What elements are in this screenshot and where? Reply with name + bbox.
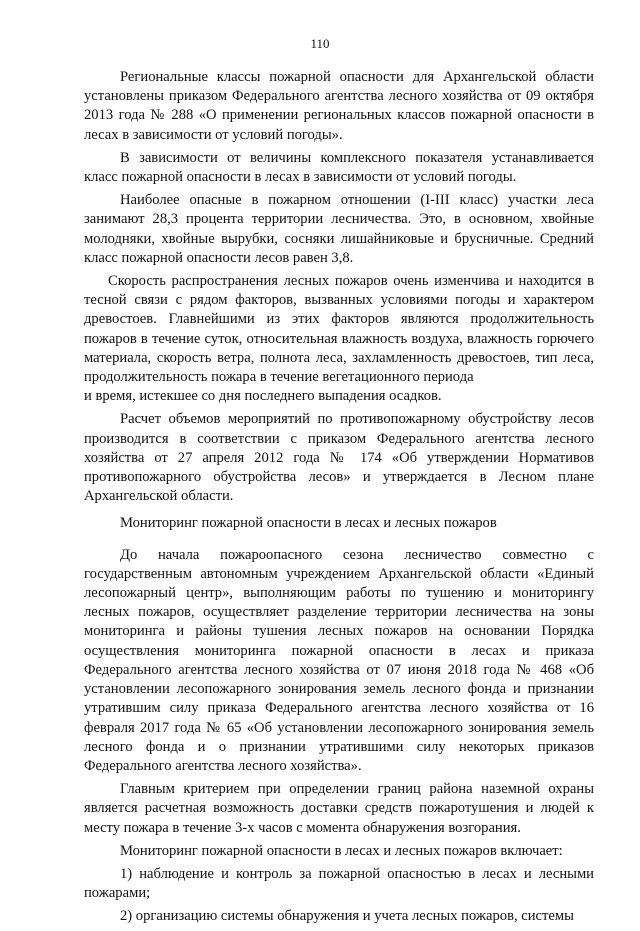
paragraph-monitoring-includes: Мониторинг пожарной опасности в лесах и лесных пожаров включает: xyxy=(120,842,563,859)
paragraph-zoning: До начала пожароопасного сезона лесничество совместно с государственным автономным учреждением Архангельской области «Единый лесопожарный центр», выполняющим работы по тушению и мониторингу лесных пожаров, осуществляет разделение территории лесничества на зоны мониторинга и районы тушения лесных пожаров на основании Порядка осуществления мониторинга пожарной опасности в лесах и приказа Федерального агентства лесного хозяйства от 07 июня 2018 года № 468 «Об установлении лесопожарного зонирования земель лесного фонда и признании утратившим силу приказа Федерального агентства лесного хозяйства от 16 февраля 2017 года № 65 «Об установлении лесопожарного зонирования земель лесного фонда и о признании утратившими силу некоторых приказов Федерального агентства лесного хозяйства». xyxy=(84,546,594,774)
paragraph-dangerous-areas: Наиболее опасные в пожарном отношении (I-III класс) участки леса занимают 28,3 процента территории лесничества. Это, в основном, хвойные молодняки, хвойные вырубки, сосняки лишайниковые и брусничные. Средний класс пожарной опасности лесов равен 3,8. xyxy=(84,192,594,266)
paragraph-fire-spread: Скорость распространения лесных пожаров очень изменчива и находится в тесной связи с рядом факторов, вызванных условиями погоды и характером древостоев. Главнейшими из этих факторов являются продолжительность пожаров в течение суток, относительная влажность воздуха, влажность горючего материала, скорость ветра, полнота леса, захламленность древостоев, тип леса, продолжительность пожара в течение вегетационного периода xyxy=(84,273,594,386)
paragraph-regional-classes: Региональные классы пожарной опасности для Архангельской области установлены приказом Федерального агентства лесного хозяйства от 09 октября 2013 года № 288 «О применении региональных классов пожарной опасности в лесах в зависимости от условий погоды». xyxy=(84,69,594,143)
paragraph-calculation: Расчет объемов мероприятий по противопожарному обустройству лесов производится в соответствии с приказом Федерального агентства лесного хозяйства от 27 апреля 2012 года № 174 «Об утверждении Нормативов противопожарного обустройства лесов» и утверждается в Лесном плане Архангельской области. xyxy=(84,411,594,505)
paragraph-complex-indicator: В зависимости от величины комплексного показателя устанавливается класс пожарной опасности в лесах в зависимости от условий погоды. xyxy=(84,149,594,186)
paragraph-main-criterion: Главным критерием при определении границ района наземной охраны является расчетная возможность доставки средств пожаротушения и людей к месту пожара в течение 3-х часов с момента обнаружения возгорания. xyxy=(84,781,594,836)
document-body xyxy=(84,68,594,931)
paragraph-fire-spread-continuation: и время, истекшее со дня последнего выпадения осадков. xyxy=(84,388,442,405)
list-item-1: 1) наблюдение и контроль за пожарной опасностью в лесах и лесными пожарами; xyxy=(84,865,594,902)
section-heading-monitoring: Мониторинг пожарной опасности в лесах и лесных пожаров xyxy=(120,515,497,532)
list-item-2: 2) организацию системы обнаружения и учета лесных пожаров, системы xyxy=(120,908,574,925)
page-number: 110 xyxy=(310,36,330,51)
